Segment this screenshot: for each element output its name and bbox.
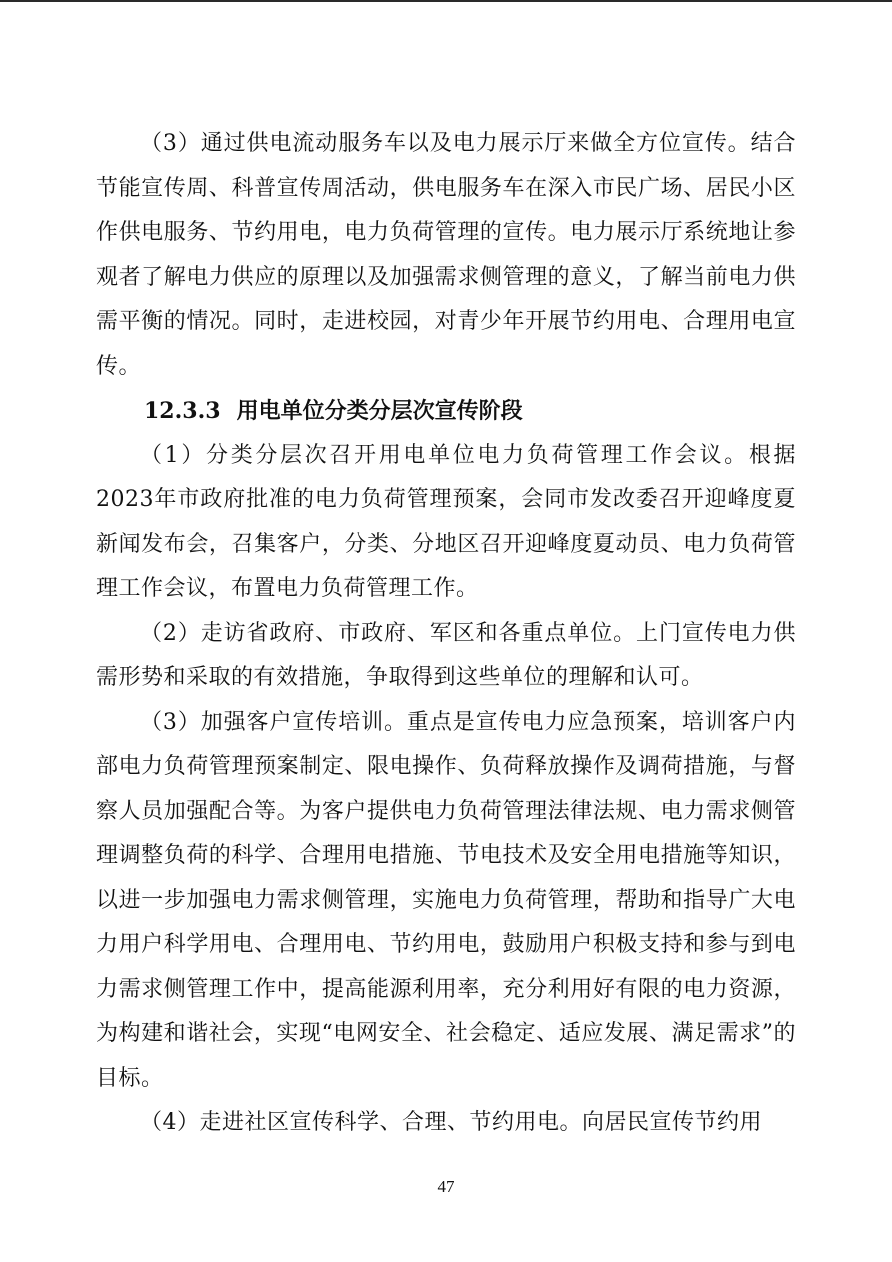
paragraph-item-1-meetings: （1）分类分层次召开用电单位电力负荷管理工作会议。根据2023年市政府批准的电力负荷管理预案，会同市发改委召开迎峰度夏新闻发布会，召集客户，分类、分地区召开迎峰度夏动员、电力负荷管理工作会议，布置电力负荷管理工作。 — [96, 442, 796, 601]
paragraph-item-2-visits: （2）走访省政府、市政府、军区和各重点单位。上门宣传电力供需形势和采取的有效措施，争取得到这些单位的理解和认可。 — [96, 620, 796, 690]
section-number: 12.3.3 — [144, 398, 221, 424]
page-body — [96, 122, 796, 1146]
page-number: 47 — [437, 1177, 455, 1196]
paragraph-item-3-promotion-vehicle: （3）通过供电流动服务车以及电力展示厅来做全方位宣传。结合节能宣传周、科普宣传周活动，供电服务车在深入市民广场、居民小区作供电服务、节约用电，电力负荷管理的宣传。电力展示厅系统地让参观者了解电力供应的原理以及加强需求侧管理的意义，了解当前电力供需平衡的情况。同时，走进校园，对青少年开展节约用电、合理用电宣传。 — [96, 131, 796, 379]
top-border-line — [0, 0, 892, 2]
section-title: 用电单位分类分层次宣传阶段 — [236, 398, 523, 424]
section-heading — [96, 389, 796, 434]
paragraph-item-4-community: （4）走进社区宣传科学、合理、节约用电。向居民宣传节约用 — [140, 1110, 762, 1135]
paragraph-item-3-training: （3）加强客户宣传培训。重点是宣传电力应急预案，培训客户内部电力负荷管理预案制定、限电操作、负荷释放操作及调荷措施，与督察人员加强配合等。为客户提供电力负荷管理法律法规、电力需求侧管理调整负荷的科学、合理用电措施、节电技术及安全用电措施等知识，以进一步加强电力需求侧管理，实施电力负荷管理，帮助和指导广大电力用户科学用电、合理用电、节约用电，鼓励用户积极支持和参与到电力需求侧管理工作中，提高能源利用率，充分利用好有限的电力资源，为构建和谐社会，实现“电网安全、社会稳定、适应发展、满足需求”的目标。 — [96, 709, 796, 1091]
